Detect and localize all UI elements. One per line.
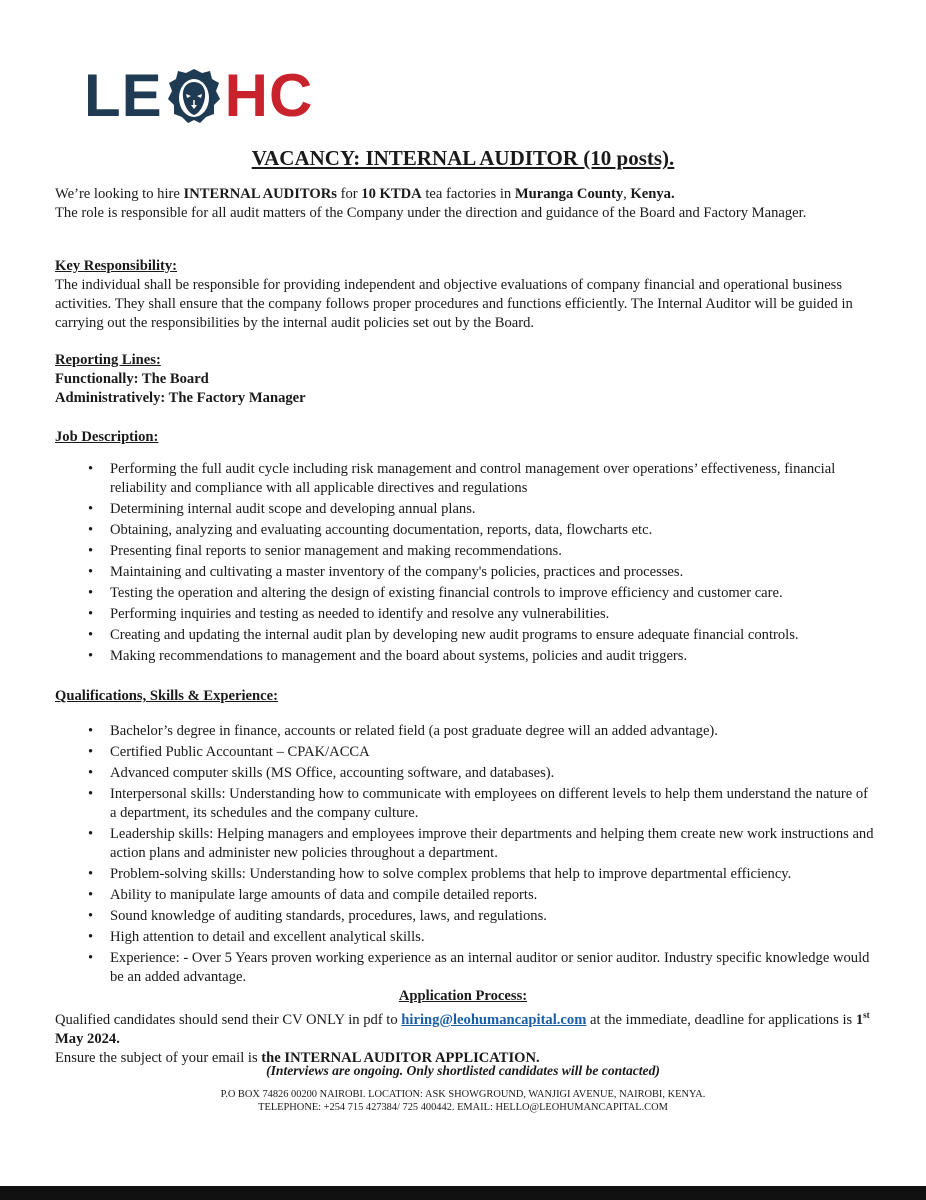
deadline-suffix: st bbox=[863, 1010, 870, 1020]
bottom-bar bbox=[0, 1186, 926, 1200]
list-item: • Creating and updating the internal audit plan by developing new audit programs to ensure adequate financial controls. bbox=[55, 626, 875, 645]
footer-contact: TELEPHONE: +254 715 427384/ 725 400442. EMAIL: HELLO@LEOHUMANCAPITAL.COM bbox=[258, 1102, 668, 1113]
subject-value: the INTERNAL AUDITOR APPLICATION. bbox=[261, 1049, 540, 1066]
logo-text-right: HC bbox=[224, 62, 314, 129]
email-link[interactable]: hiring@leohumancapital.com bbox=[401, 1011, 587, 1028]
intro-line-2: The role is responsible for all audit matters of the Company under the direction and guidance of the Board and Factory Manager. bbox=[55, 205, 807, 221]
list-item: • Ability to manipulate large amounts of data and compile detailed reports. bbox=[55, 886, 875, 905]
qualifications-list bbox=[55, 722, 875, 989]
subject-text: Ensure the subject of your email is bbox=[55, 1049, 262, 1066]
intro-text: We’re looking to hire bbox=[55, 186, 184, 202]
application-text-a: Qualified candidates should send their CV ONLY in pdf to bbox=[55, 1011, 402, 1028]
key-responsibility-section bbox=[55, 257, 875, 333]
intro-county: Muranga County bbox=[514, 186, 624, 202]
application-text bbox=[55, 1006, 875, 1068]
intro-country: Kenya. bbox=[630, 186, 675, 202]
intro bbox=[55, 185, 875, 223]
list-item: • Obtaining, analyzing and evaluating accounting documentation, reports, data, flowcharts etc. bbox=[55, 521, 875, 540]
lion-icon bbox=[166, 67, 222, 125]
list-item: • Interpersonal skills: Understanding how to communicate with employees on different levels to help them understand the nature of a department, its schedules and the company culture. bbox=[55, 785, 875, 823]
intro-line-1 bbox=[55, 185, 875, 204]
logo-text-left: LE bbox=[84, 62, 163, 129]
company-logo bbox=[84, 64, 313, 128]
list-item: • Making recommendations to management and the board about systems, policies and audit triggers. bbox=[55, 647, 875, 666]
job-description-heading: Job Description: bbox=[55, 429, 159, 445]
deadline-day: 1 bbox=[855, 1011, 864, 1028]
list-item: • Maintaining and cultivating a master inventory of the company's policies, practices and processes. bbox=[55, 563, 875, 582]
interview-note: (Interviews are ongoing. Only shortlisted candidates will be contacted) bbox=[266, 1063, 660, 1078]
list-item: • Certified Public Accountant – CPAK/ACCA bbox=[55, 743, 875, 762]
reporting-lines-section bbox=[55, 351, 875, 408]
application-heading: Application Process: bbox=[398, 988, 528, 1004]
reporting-lines-heading: Reporting Lines: bbox=[55, 352, 161, 368]
intro-text: tea factories in bbox=[421, 186, 515, 202]
qualifications-heading: Qualifications, Skills & Experience: bbox=[55, 688, 278, 704]
list-item: • Bachelor’s degree in finance, accounts or related field (a post graduate degree will an added advantage). bbox=[55, 722, 875, 741]
intro-count: 10 KTDA bbox=[361, 186, 422, 202]
reporting-administratively: Administratively: The Factory Manager bbox=[55, 390, 306, 406]
key-responsibility-heading: Key Responsibility: bbox=[55, 258, 178, 274]
list-item: • Performing the full audit cycle including risk management and control management over operations’ effectiveness, financial reliability and compliance with all applicable directives and regulations bbox=[55, 460, 875, 498]
key-responsibility-text: The individual shall be responsible for providing independent and objective evaluations of company financial and operational business activities. They shall ensure that the company follows proper procedures and functions efficiently. The Internal Auditor will be guided in carrying out the responsibilities by the internal audit policies set out by the Board. bbox=[55, 277, 853, 331]
list-item: • Experience: - Over 5 Years proven working experience as an internal auditor or senior auditor. Industry specific knowledge would be an added advantage. bbox=[55, 949, 875, 987]
job-description-list bbox=[55, 460, 875, 668]
list-item: • Presenting final reports to senior management and making recommendations. bbox=[55, 542, 875, 561]
deadline-rest: May 2024. bbox=[55, 1030, 120, 1047]
list-item: • Determining internal audit scope and developing annual plans. bbox=[55, 500, 875, 519]
intro-role: INTERNAL AUDITORs bbox=[183, 186, 337, 202]
list-item: • Testing the operation and altering the design of existing financial controls to improve efficiency and customer care. bbox=[55, 584, 875, 603]
list-item: • Performing inquiries and testing as needed to identify and resolve any vulnerabilities. bbox=[55, 605, 875, 624]
application-text-b: at the immediate, deadline for applications is bbox=[586, 1011, 856, 1028]
list-item: • Leadership skills: Helping managers and employees improve their departments and helping them create new work instructions and action plans and administer new policies throughout a department. bbox=[55, 825, 875, 863]
intro-text: , bbox=[623, 186, 631, 202]
list-item: • Sound knowledge of auditing standards, procedures, laws, and regulations. bbox=[55, 907, 875, 926]
list-item: • Advanced computer skills (MS Office, accounting software, and databases). bbox=[55, 764, 875, 783]
page-title: VACANCY: INTERNAL AUDITOR (10 posts). bbox=[251, 146, 675, 170]
application-instructions bbox=[55, 1006, 875, 1049]
intro-text: for bbox=[336, 186, 362, 202]
list-item: • Problem-solving skills: Understanding how to solve complex problems that help to improve departmental efficiency. bbox=[55, 865, 875, 884]
list-item: • High attention to detail and excellent analytical skills. bbox=[55, 928, 875, 947]
footer-address: P.O BOX 74826 00200 NAIROBI. LOCATION: ASK SHOWGROUND, WANJIGI AVENUE, NAIROBI, KENYA. bbox=[220, 1089, 706, 1100]
reporting-functionally: Functionally: The Board bbox=[55, 371, 209, 387]
